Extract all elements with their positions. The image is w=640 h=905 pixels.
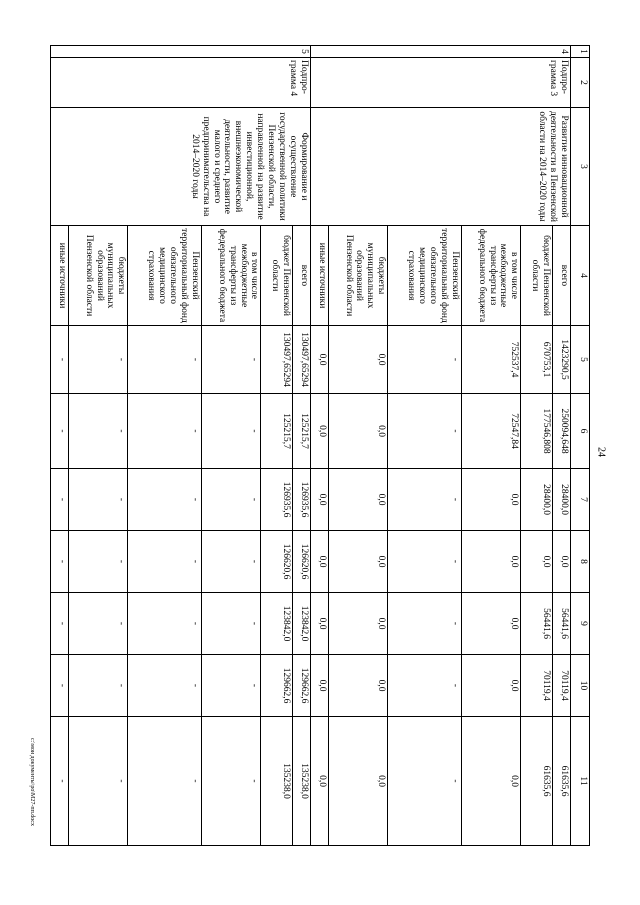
amount-cell: - [128,717,202,846]
amount-cell: - [388,326,462,394]
funding-source: иные источники [310,226,328,326]
funding-source: иные источники [51,226,69,326]
amount-cell: 0,0 [521,531,553,593]
amount-cell: - [68,326,128,394]
amount-cell: - [128,326,202,394]
amount-cell: 28400,0 [521,469,553,531]
amount-cell: - [201,394,261,469]
table-header-row [570,46,589,846]
amount-cell: 123842,0 [293,593,311,655]
amount-cell: 72547,84 [461,394,521,469]
funding-source: Пензенский территориальный фонд обязательного медицинского страхования [388,226,462,326]
amount-cell: 0,0 [328,469,388,531]
header-cell: 1 [570,46,589,58]
amount-cell: - [201,326,261,394]
amount-cell: - [388,531,462,593]
header-cell: 11 [570,717,589,846]
amount-cell: 0,0 [328,655,388,717]
funding-source: бюджеты муниципальных образований Пензенской области [328,226,388,326]
amount-cell: 0,0 [461,655,521,717]
amount-cell: - [128,593,202,655]
header-cell: 10 [570,655,589,717]
file-path: c:\мои документы\ро\М27-пп.docx [29,738,35,826]
funding-source: всего [553,226,571,326]
amount-cell: - [51,394,69,469]
header-cell: 9 [570,593,589,655]
amount-cell: - [51,469,69,531]
amount-cell: - [68,531,128,593]
amount-cell: - [51,531,69,593]
amount-cell: 28400,0 [553,469,571,531]
amount-cell: - [388,469,462,531]
amount-cell: 0,0 [328,326,388,394]
amount-cell: - [68,593,128,655]
amount-cell: 126620,6 [261,531,293,593]
amount-cell: 0,0 [461,531,521,593]
funding-source: бюджет Пензенской области [521,226,553,326]
amount-cell: 125215,7 [293,394,311,469]
amount-cell: 0,0 [461,593,521,655]
amount-cell: 129662,6 [293,655,311,717]
amount-cell: - [201,469,261,531]
amount-cell: - [388,717,462,846]
amount-cell: 752537,4 [461,326,521,394]
header-cell: 4 [570,226,589,326]
amount-cell: 0,0 [310,394,328,469]
table-row [553,46,571,846]
header-cell: 5 [570,326,589,394]
amount-cell: - [51,593,69,655]
amount-cell: 0,0 [328,593,388,655]
funding-source: бюджеты муниципальных образований Пензенской области [68,226,128,326]
subprogram-title: Формирование и осуществление государственной политики Пензенской области, направленной на развитие инвестиционной, внешнеэкономической деятельности, развитие малого и среднего предпринимательства на 2014–2020 годы [51,108,311,226]
row-number: 5 [51,46,311,58]
subprogram-title: Развитие инновационной деятельности в Пензенской области на 2014–2020 годы [310,108,570,226]
page-number: 24 [595,447,607,457]
amount-cell: - [128,531,202,593]
amount-cell: 123842,0 [261,593,293,655]
subprogram-label: Подпро- грамма 4 [51,58,311,108]
amount-cell: - [128,394,202,469]
amount-cell: - [51,717,69,846]
amount-cell: 0,0 [310,655,328,717]
amount-cell: 70119,4 [521,655,553,717]
header-cell: 2 [570,58,589,108]
funding-source: в том числе межбюджетные трансферты из федерального бюджета [201,226,261,326]
amount-cell: 0,0 [328,717,388,846]
amount-cell: 130497,65294 [261,326,293,394]
amount-cell: - [51,655,69,717]
financing-table [50,45,590,846]
amount-cell: 0,0 [461,469,521,531]
amount-cell: 126935,6 [261,469,293,531]
amount-cell: - [201,593,261,655]
amount-cell: 177546,808 [521,394,553,469]
amount-cell: 135238,0 [293,717,311,846]
amount-cell: - [51,326,69,394]
amount-cell: 125215,7 [261,394,293,469]
amount-cell: 0,0 [310,469,328,531]
funding-source: в том числе межбюджетные трансферты из федерального бюджета [461,226,521,326]
amount-cell: 135238,0 [261,717,293,846]
amount-cell: - [201,717,261,846]
amount-cell: 0,0 [328,531,388,593]
amount-cell: 0,0 [310,326,328,394]
amount-cell: 61635,6 [553,717,571,846]
amount-cell: - [68,469,128,531]
amount-cell: 0,0 [310,531,328,593]
amount-cell: 130497,65294 [293,326,311,394]
amount-cell: 0,0 [310,717,328,846]
amount-cell: 250094,648 [553,394,571,469]
amount-cell: 126620,6 [293,531,311,593]
rotated-page [50,45,590,845]
amount-cell: 670753,1 [521,326,553,394]
funding-source: бюджет Пензенской области [261,226,293,326]
amount-cell: 61635,6 [521,717,553,846]
amount-cell: - [128,655,202,717]
header-cell: 7 [570,469,589,531]
amount-cell: - [201,531,261,593]
amount-cell: - [68,717,128,846]
header-cell: 6 [570,394,589,469]
table-row [293,46,311,846]
amount-cell: - [201,655,261,717]
header-cell: 8 [570,531,589,593]
amount-cell: 129662,6 [261,655,293,717]
amount-cell: 0,0 [310,593,328,655]
amount-cell: 0,0 [461,717,521,846]
funding-source: всего [293,226,311,326]
amount-cell: 56441,6 [521,593,553,655]
amount-cell: 126935,6 [293,469,311,531]
amount-cell: - [68,394,128,469]
rotated-content [50,45,590,845]
amount-cell: - [388,655,462,717]
subprogram-label: Подпро- грамма 3 [310,58,570,108]
row-number: 4 [310,46,570,58]
amount-cell: 56441,6 [553,593,571,655]
funding-source: Пензенский территориальный фонд обязательного медицинского страхования [128,226,202,326]
amount-cell: - [388,394,462,469]
header-cell: 3 [570,108,589,226]
amount-cell: - [388,593,462,655]
amount-cell: - [68,655,128,717]
amount-cell: 70119,4 [553,655,571,717]
amount-cell: 0,0 [553,531,571,593]
amount-cell: 0,0 [328,394,388,469]
amount-cell: 1423290,5 [553,326,571,394]
amount-cell: - [128,469,202,531]
